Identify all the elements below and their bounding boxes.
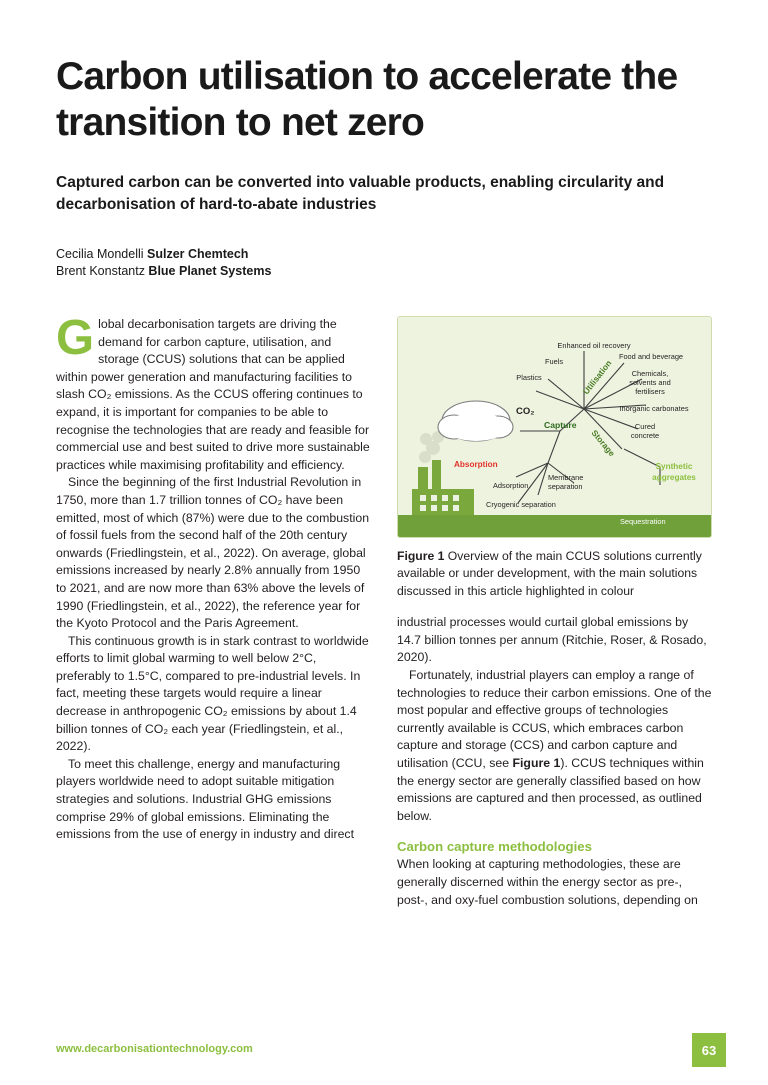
svg-text:separation: separation [548, 482, 583, 491]
svg-text:Food and beverage: Food and beverage [618, 352, 684, 361]
svg-text:concrete: concrete [630, 431, 660, 440]
svg-text:Inorganic carbonates: Inorganic carbonates [619, 404, 689, 413]
author-1-org: Sulzer Chemtech [147, 247, 249, 261]
svg-text:Storage: Storage [589, 427, 618, 459]
ccus-diagram [398, 317, 712, 538]
svg-text:Plastics: Plastics [516, 373, 542, 382]
author-2-org: Blue Planet Systems [148, 264, 272, 278]
svg-text:Absorption: Absorption [454, 460, 498, 469]
svg-text:Synthetic: Synthetic [655, 462, 693, 471]
paragraph-ccus-c: ). CCUS techniques within the energy sector are generally classified based on how emissions are captured and then processed, as outlined below. [397, 755, 704, 823]
paragraph-methodologies: When looking at capturing methodologies, these are generally discerned within the energy sector as pre-, post-, and oxy-fuel combustion solutions, depending on [397, 857, 698, 907]
author-line-1 [56, 246, 712, 263]
figure-1-caption [397, 548, 712, 600]
svg-text:Cryogenic separation: Cryogenic separation [486, 500, 556, 509]
right-column [397, 316, 712, 909]
svg-text:solvents and: solvents and [629, 378, 671, 387]
svg-text:CO₂: CO₂ [516, 406, 535, 417]
figure-1-caption-label: Figure 1 [397, 549, 445, 563]
page-title: Carbon utilisation to accelerate the transition to net zero [56, 55, 678, 144]
svg-text:Capture: Capture [544, 420, 577, 430]
paragraph-intro-text: lobal decarbonisation targets are driving the demand for carbon capture, utilisation, and storage (CCUS) solutions that can be applied within power generation and manufacturing facilities to slash CO₂ emissions. As the CCUS offering continues to expand, it is important for companies to be able to recognise the technologies that are ready and feasible for commercial use and best suited to drive more sustainable practices while maximising profitability and efficiency. [56, 317, 370, 472]
figure-reference: Figure 1 [512, 755, 561, 770]
svg-text:Chemicals,: Chemicals, [631, 369, 669, 378]
paragraph-history: Since the beginning of the first Industrial Revolution in 1750, more than 1.7 trillion tonnes of CO₂ have been emitted, most of which (87%) were due to the combustion of fossil fuels from the second half of the 20th century onwards (Friedlingstein, et al., 2022). On average, global emissions increased by nearly 2.8% annually from 1950 to 2021, and are now more than 63% above the levels of 1990 (Friedlingstein, et al., 2022), the reference year for the Kyoto Protocol and the Paris Agreement. [56, 475, 370, 631]
svg-text:Enhanced oil recovery: Enhanced oil recovery [557, 341, 631, 350]
paragraph-industrial: industrial processes would curtail global emissions by 14.7 billion tonnes per annum (Ritchie, Roser, & Rosado, 2020). [397, 615, 707, 665]
author-1-name: Cecilia Mondelli [56, 247, 148, 261]
page-number: 63 [692, 1033, 726, 1067]
svg-text:aggregates: aggregates [652, 473, 696, 482]
figure-1-image [397, 316, 712, 538]
article-body [56, 311, 712, 909]
author-2-name: Brent Konstantz [56, 264, 149, 278]
figure-1-caption-text: Overview of the main CCUS solutions currently available or under development, with the main solutions discussed in this article highlighted in colour [397, 549, 702, 598]
paragraph-challenge: To meet this challenge, energy and manufacturing players worldwide need to adopt suitable mitigation strategies and solutions. Industrial GHG emissions comprise 29% of global emissions. Eliminating the emissions from the use of energy in industry and direct [56, 756, 355, 842]
svg-text:Utilisation: Utilisation [580, 358, 614, 397]
paragraph-warming: This continuous growth is in stark contrast to worldwide efforts to limit global warming to well below 2°C, preferably to 1.5°C, compared to pre-industrial levels. In fact, meeting these targets would require a linear decrease in anthropogenic CO₂ emissions by about 1.4 billion tonnes of CO₂ each year (Friedlingstein, et al., 2022). [56, 633, 369, 754]
author-line-2 [56, 263, 712, 280]
figure-1 [397, 316, 712, 600]
drop-cap: G [56, 311, 95, 365]
paragraph-ccus [397, 667, 712, 825]
author-block [56, 246, 712, 280]
svg-text:fertilisers: fertilisers [635, 387, 665, 396]
left-column [56, 311, 371, 909]
paragraph-intro [56, 311, 371, 474]
paragraph-ccus-a: Fortunately, industrial players can employ a range of technologies to reduce their carbon emissions. One of the most popular and effective groups of technologies currently available is CCUS, which embraces carbon capture and storage (CCS) and carbon capture and utilisation (CCU, see [397, 668, 712, 770]
svg-text:Sequestration: Sequestration [620, 517, 666, 526]
svg-text:Adsorption: Adsorption [493, 481, 529, 490]
page-subtitle: Captured carbon can be converted into valuable products, enabling circularity and decarbonisation of hard-to-abate industries [56, 174, 665, 213]
section-heading-capture-methodologies: Carbon capture methodologies [397, 839, 592, 855]
svg-text:Membrane: Membrane [548, 473, 584, 482]
svg-text:Fuels: Fuels [544, 357, 564, 366]
svg-text:Cured: Cured [634, 422, 656, 431]
footer-url[interactable]: www.decarbonisationtechnology.com [56, 1043, 253, 1055]
